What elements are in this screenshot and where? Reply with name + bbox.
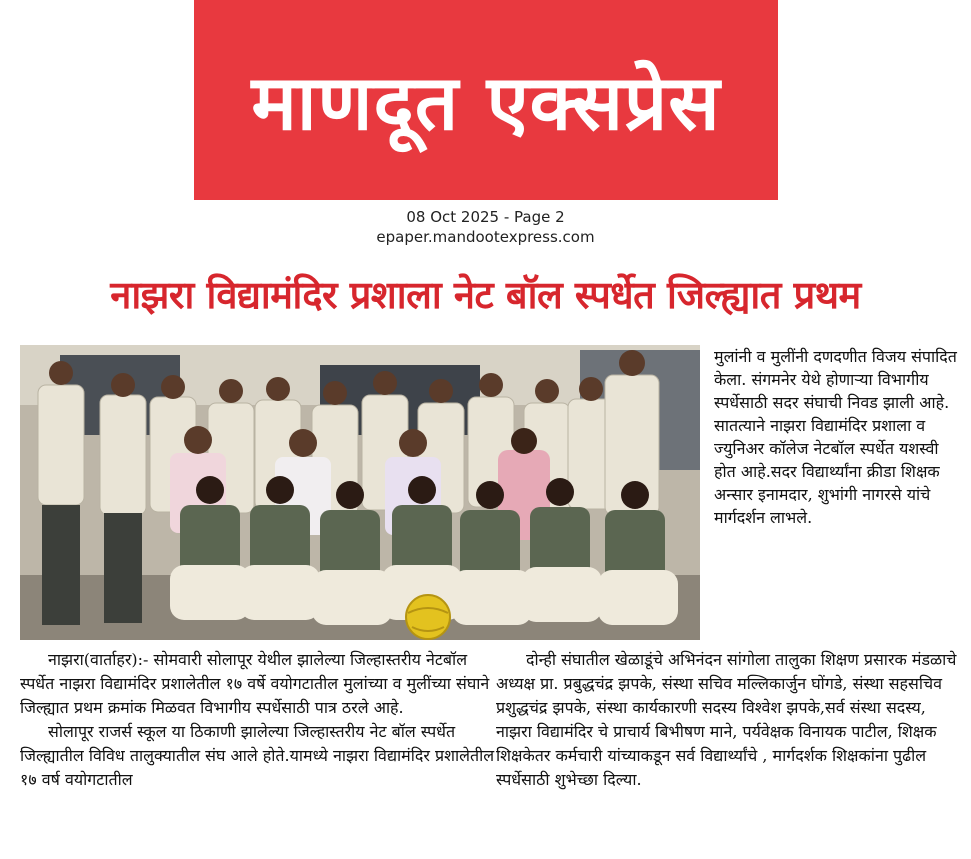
article-left-column [20,648,498,792]
edition-date: 08 Oct 2025 - Page 2 [406,208,565,226]
epaper-url: epaper.mandootexpress.com [376,228,595,246]
article-bottom-right-column [496,648,958,792]
newspaper-title: माणदूत एक्सप्रेस [251,57,721,147]
article-paragraph: नाझरा(वार्ताहर):- सोमवारी सोलापूर येथील झालेल्या जिल्हास्तरीय नेटबॉल स्पर्धेत नाझरा विद्यामंदिर प्रशालेतील १७ वर्षे वयोगटातील मुलांच्या व मुलींच्या संघाने जिल्ह्यात प्रथम क्रमांक मिळवत विभागीय स्पर्धेसाठी पात्र ठरले आहे. [20,650,490,717]
article-paragraph: सातत्याने नाझरा विद्यामंदिर प्रशाला व ज्युनिअर कॉलेज नेटबॉल स्पर्धेत यशस्वी होत आहे.सदर विद्यार्थ्यांना क्रीडा शिक्षक अन्सार इनामदार, शुभांगी नागरसे यांचे मार्गदर्शन लाभले. [714,416,940,527]
team-photo-illustration [20,345,700,640]
article-paragraph: दोन्ही संघातील खेळाडूंचे अभिनंदन सांगोला तालुका शिक्षण प्रसारक मंडळाचे अध्यक्ष प्रा. प्रबुद्धचंद्र झपके, संस्था सचिव मल्लिकार्जुन घोंगडे, संस्था सहसचिव प्रशुद्धचंद्र झपके, संस्था कार्यकारणी सदस्य विश्वेश झपके,सर्व संस्था सदस्य, नाझरा विद्यामंदिर चे प्राचार्य बिभीषण माने, पर्यवेक्षक विनायक पाटील, शिक्षक शिक्षकेतर कर्मचारी यांच्याकडून सर्व विद्यार्थ्यांचे , मार्गदर्शक शिक्षकांना पुढील स्पर्धेसाठी शुभेच्छा दिल्या. [496,650,957,789]
article-right-column [714,345,964,529]
article-headline: नाझरा विद्यामंदिर प्रशाला नेट बॉल स्पर्धेत जिल्ह्यात प्रथम [110,273,861,317]
team-photo [20,345,700,640]
masthead-banner [194,0,778,200]
article-paragraph: मुलांनी व मुलींनी दणदणीत विजय संपादित केला. संगमनेर येथे होणाऱ्या विभागीय स्पर्धेसाठी सदर संघाची निवड झाली आहे. [714,347,957,412]
article-paragraph: सोलापूर राजर्स स्कूल या ठिकाणी झालेल्या जिल्हास्तरीय नेट बॉल स्पर्धेत जिल्ह्यातील विविध तालुक्यातील संघ आले होते.यामध्ये नाझरा विद्यामंदिर प्रशालेतील १७ वर्ष वयोगटातील [20,722,495,789]
